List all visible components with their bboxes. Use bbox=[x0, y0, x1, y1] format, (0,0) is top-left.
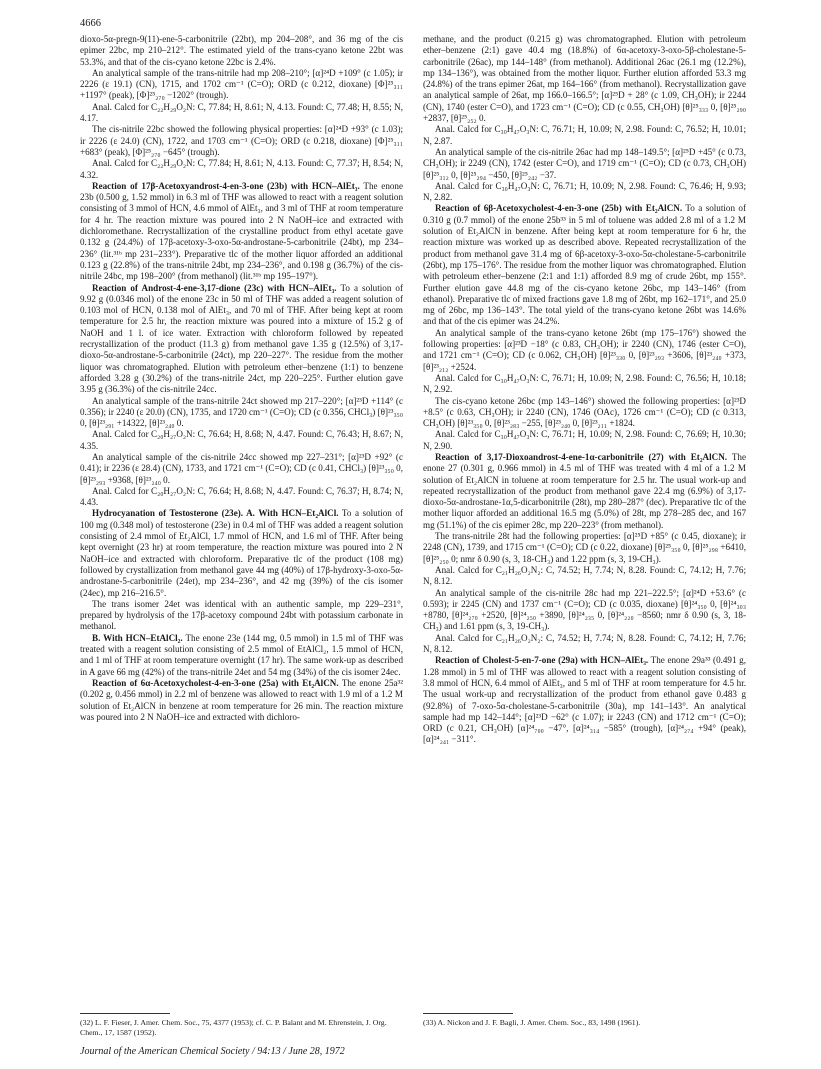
paragraph: An analytical sample of the trans-nitrile 24ct showed mp 217–220°; [α]²³D +114° (c 0.356); ir 2240 (ε 20.0) (CN), 1735, and 1720 cm⁻¹ (C=O); CD (c 0.356, CHCl₃) [θ]²³₃₅₀ 0, [θ]²³₂₉₁ +14322, [θ]²³₂₄₀ 0. bbox=[80, 395, 403, 429]
page-number: 4666 bbox=[80, 18, 101, 29]
paragraph: Anal. Calcd for C₂₂H₂₉O₂N: C, 77.84; H, 8.61; N, 4.13. Found: C, 77.48; H, 8.55; N, 4.17. bbox=[80, 101, 403, 124]
left-column bbox=[80, 34, 403, 746]
footnotes-left bbox=[80, 1018, 403, 1037]
footnote: (32) L. F. Fieser, J. Amer. Chem. Soc., 75, 4377 (1953); cf. C. P. Balant and M. Ehrenstein, J. Org. Chem., 17, 1587 (1952). bbox=[80, 1018, 387, 1037]
section-paragraph bbox=[423, 203, 746, 327]
paragraph: Anal. Calcd for C₂₀H₂₇O₂N: C, 76.64; H, 8.68; N, 4.47. Found: C, 76.43; H, 8.67; N, 4.35. bbox=[80, 429, 403, 451]
two-column-body bbox=[80, 34, 746, 746]
section-paragraph bbox=[80, 633, 403, 678]
paragraph: An analytical sample of the cis-nitrile 26ac had mp 148–149.5°; [α]²⁵D +45° (c 0.73, CH₃OH); ir 2249 (CN), 1742 (ester C=O), and 1719 cm⁻¹ (C=O); CD (c 0.73, CH₃OH) [θ]²⁵₃₁₂ 0, [θ]²⁵₂₉₄ −450, [θ]²⁵₂₄₂ −37. bbox=[423, 146, 746, 180]
footnote-rule-right bbox=[423, 1013, 513, 1014]
section-heading: Reaction of Cholest-5-en-7-one (29a) with HCN–AlEt₃. bbox=[435, 655, 649, 666]
section-heading: Reaction of 17β-Acetoxyandrost-4-en-3-one (23b) with HCN–AlEt₃. bbox=[92, 180, 360, 191]
paragraph: Anal. Calcd for C₂₂H₂₉O₂N: C, 77.84; H, 8.61; N, 4.13. Found: C, 77.37; H, 8.54; N, 4.32. bbox=[80, 158, 403, 180]
journal-footer: Journal of the American Chemical Society / 94:13 / June 28, 1972 bbox=[80, 1046, 345, 1057]
paragraph: Anal. Calcd for C₃₀H₄₇O₃N: C, 76.71; H, 10.09; N, 2.98. Found: C, 76.52; H, 10.01; N, 2.87. bbox=[423, 124, 746, 146]
paragraph-text: The enone 27 (0.301 g, 0.966 mmol) in 4.5 ml of THF was treated with 4 ml of a 1.2 M solution of Et₂AlCN in toluene at room temperature for 2.5 hr. The usual work-up and repeated recrystallization of the product from methanol gave 22.4 mg (6.9%) of 3,17-dioxo-5α-androstane-1α,5-dicarbonitrile (28t), mp 280–287° (dec). Preparative tlc of the mother liquor afforded an additional 16.5 mg (5.0%) of 28t, mp 278–285 dec, and 167 mg (51.1%) of the cis epimer 28c, mp 220–223° (from methanol). bbox=[423, 451, 747, 530]
section-heading: Reaction of 3,17-Dioxoandrost-4-ene-1α-carbonitrile (27) with Et₂AlCN. bbox=[435, 451, 728, 462]
section-heading: Reaction of 6β-Acetoxycholest-4-en-3-one (25b) with Et₂AlCN. bbox=[435, 203, 683, 214]
section-paragraph bbox=[80, 283, 403, 396]
paragraph: An analytical sample of the trans-cyano ketone 26bt (mp 175–176°) showed the following properties: [α]²³D −18° (c 0.83, CH₃OH); ir 2240 (CN), 1746 (ester C=O), and 1721 cm⁻¹ (C=O); CD (c 0.062, CH₃OH) [θ]²³₃₃₀ 0, [θ]²³₂₉₃ +3606, [θ]²³₂₄₀ +373, [θ]²³₂₁₂ +2524. bbox=[423, 327, 746, 372]
paragraph-text: The enone 23b (0.500 g, 1.52 mmol) in 6.3 ml of THF was allowed to react with a reagent solution consisting of 3 mmol of HCN, 4.6 mmol of AlEt₃, and 3 ml of THF at room temperature for 4 hr. The reaction mixture was poured into 2 N NaOH–ice and extracted with dichloromethane. Recrystallization of the crystalline product from ethyl acetate gave 0.132 g (24.4%) of 17β-acetoxy-3-oxo-5α-androstane-5-carbonitrile (24bt), mp 234–236° (lit.³¹ᵇ mp 231–233°). Preparative tlc of the mother liquor afforded an additional 0.123 g (22.8%) of the trans-nitrile 24bt, mp 234–236°, and 0.198 g (36.7%) of the cis-nitrile 24bc, mp 198–200° (from methanol) (lit.³¹ᵇ mp 195–197°). bbox=[80, 180, 403, 282]
paragraph: An analytical sample of the cis-nitrile 28c had mp 221–222.5°; [α]²⁴D +53.6° (c 0.593); ir 2245 (CN) and 1737 cm⁻¹ (C=O); CD (c 0.035, dioxane) [θ]²⁴₃₅₀ 0, [θ]²⁴₃₀₃ +8780, [θ]²⁴₂₇₀ +2520, [θ]²⁴₂₅₀ +3890, [θ]²⁴₂₃₅ 0, [θ]²⁴₂₂₀ −8560; nmr δ 0.90 (s, 3, 18-CH₃) and 1.61 ppm (s, 3, 19-CH₃). bbox=[423, 587, 746, 632]
paragraph: Anal. Calcd for C₂₁H₂₆O₂N₂: C, 74.52; H, 7.74; N, 8.28. Found: C, 74.12; H, 7.76; N, 8.12. bbox=[423, 632, 746, 655]
section-heading: Reaction of 6α-Acetoxycholest-4-en-3-one (25a) with Et₂AlCN. bbox=[92, 677, 339, 688]
paragraph: An analytical sample of the cis-nitrile 24cc showed mp 227–231°; [α]²³D +92° (c 0.41); ir 2236 (ε 28.4) (CN), 1733, and 1721 cm⁻¹ (C=O); CD (c 0.41, CHCl₃) [θ]²³₃₅₀ 0, [θ]²³₂₉₃ +9368, [θ]²³₂₄₀ 0. bbox=[80, 451, 403, 485]
paragraph-text: The enone 29a³³ (0.491 g, 1.28 mmol) in 5 ml of THF was allowed to react with a reagent solution consisting of 3.8 mmol of HCN, 6.4 mmol of AlEt₃, and 5 ml of THF at room temperature for 4.5 hr. The usual work-up and recrystallization of the product from ethanol gave 0.483 g (92.8%) of 7-oxo-5α-cholestane-5-carbonitrile (30a), mp 141–143°. An analytical sample had mp 142–144°; [α]²³D −62° (c 1.07); ir 2243 (CN) and 1712 cm⁻¹ (C=O); ORD (c 0.21, CH₃OH) [α]²⁴₇₀₀ −47°, [α]²⁴₃₁₄ −585° (trough), [α]²⁴₂₇₄ +94° (peak), [α]²⁴₂₄₁ −311°. bbox=[423, 655, 746, 745]
paragraph: Anal. Calcd for C₃₀H₄₇O₃N: C, 76.71; H, 10.09; N, 2.98. Found: C, 76.69; H, 10.30; N, 2.90. bbox=[423, 429, 746, 451]
section-paragraph bbox=[80, 678, 403, 723]
paragraph: The cis-nitrile 22bc showed the following physical properties: [α]²⁴D +93° (c 1.03); ir 2226 (ε 24.0) (CN), 1722, and 1703 cm⁻¹ (C=O); ORD (c 0.218, dioxane) [Φ]²⁵₃₁₁ +683° (peak), [Φ]²⁵₂₇₀ −645° (trough). bbox=[80, 124, 403, 157]
section-paragraph bbox=[80, 508, 403, 598]
paragraph: The trans isomer 24et was identical with an authentic sample, mp 229–231°, prepared by hydrolysis of the 17β-acetoxy compound 24bt with potassium carbonate in methanol. bbox=[80, 598, 403, 632]
paragraph: The trans-nitrile 28t had the following properties: [α]²⁵D +85° (c 0.45, dioxane); ir 2248 (CN), 1739, and 1715 cm⁻¹ (C=O); CD (c 0.22, dioxane) [θ]²⁵₃₅₀ 0, [θ]²⁵₂₉₈ +6410, [θ]²⁵₂₅₀ 0; nmr δ 0.90 (s, 3, 18-CH₃) and 1.22 ppm (s, 3, 19-CH₃). bbox=[423, 531, 746, 564]
footnote: (33) A. Nickon and J. F. Bagli, J. Amer. Chem. Soc., 83, 1498 (1961). bbox=[423, 1018, 641, 1027]
paragraph: methane, and the product (0.215 g) was chromatographed. Elution with petroleum ether–benzene (2:1) gave 40.4 mg (18.8%) of 6α-acetoxy-3-oxo-5β-cholestane-5-carbonitrile (26ac), mp 144–148° (from methanol). Additional 26ac (26.1 mg (12.2%), mp 134–136°), was obtained from the mother liquor. Further elution afforded 53.3 mg (24.8%) of the trans epimer 26at, mp 164–166° (from methanol). Recrystallization gave an analytical sample of 26at, mp 166.0–166.5°; [α]²⁵D + 28° (c 1.09, CH₃OH); ir 2244 (CN), 1740 (ester C=O), and 1723 cm⁻¹ (C=O); CD (c 0.55, CH₃OH) [θ]²⁵₃₃₃ 0, [θ]²⁵₂₉₀ +2837, [θ]²⁵₂₅₂ 0. bbox=[423, 34, 746, 124]
right-column bbox=[423, 34, 746, 746]
paragraph: Anal. Calcd for C₂₁H₂₆O₂N₂: C, 74.52; H, 7.74; N, 8.28. Found: C, 74.12; H, 7.76; N, 8.12. bbox=[423, 564, 746, 587]
paragraph: Anal. Calcd for C₂₀H₂₇O₂N: C, 76.64; H, 8.68; N, 4.47. Found: C, 76.37; H, 8.74; N, 4.43. bbox=[80, 485, 403, 508]
section-heading: Hydrocyanation of Testosterone (23e). A. With HCN–Et₂AlCl. bbox=[92, 508, 339, 519]
section-heading: B. With HCN–EtAlCl₂. bbox=[92, 632, 183, 643]
paragraph: Anal. Calcd for C₃₀H₄₇O₃N: C, 76.71; H, 10.09; N, 2.98. Found: C, 76.56; H, 10.18; N, 2.92. bbox=[423, 372, 746, 395]
footnote-rule-left bbox=[80, 1013, 170, 1014]
paragraph: The cis-cyano ketone 26bc (mp 143–146°) showed the following properties: [α]²³D +8.5° (c 0.63, CH₃OH); ir 2240 (CN), 1746 (OAc), 1726 cm⁻¹ (C=O); CD (c 0.313, CH₃OH) [θ]²³₃₅₀ 0, [θ]²³₂₈₃ −255, [θ]²³₂₄₀ 0, [θ]²³₂₁₁ +1824. bbox=[423, 395, 746, 429]
section-paragraph bbox=[80, 181, 403, 283]
footnotes-right bbox=[423, 1018, 746, 1028]
paragraph-text: The enone 25a³² (0.202 g, 0.456 mmol) in 2.2 ml of benzene was allowed to react with 1.9 ml of a 1.2 M solution of Et₂AlCN in benzene at room temperature for 26 min. The reaction mixture was poured into 2 N NaOH–ice and extracted with dichloro- bbox=[80, 677, 403, 722]
paragraph-text: To a solution of 9.92 g (0.0346 mol) of the enone 23c in 50 ml of THF was added a reagent solution of 0.103 mol of HCN, 0.138 mol of AlEt₃, and 70 ml of THF. After being kept at room temperature for 2.5 hr, the reaction mixture was poured into a mixture of 15.2 g of NaOH and 1 l. of ice water. Extraction with chloroform followed by repeated recrystallization of the product (11.3 g) from methanol gave 1.35 g (12.5%) of 3,17-dioxo-5α-androstane-5-carbonitrile (24ct), mp 220–227°. The residue from the mother liquor was chromatographed. Elution with petroleum ether–benzene (1:1) to benzene afforded 3.28 g (30.2%) of the trans-nitrile 24ct, mp 220–225°. Further elution gave 3.95 g (36.3%) of the cis-nitrile 24cc. bbox=[80, 282, 403, 395]
paragraph: dioxo-5α-pregn-9(11)-ene-5-carbonitrile (22bt), mp 204–208°, and 36 mg of the cis epimer 22bc, mp 210–212°. The estimated yield of the trans-cyano ketone 22bt was 53.3%, and that of the cis-cyano ketone 22bc is 2.4%. bbox=[80, 34, 403, 67]
paragraph-text: To a solution of 0.310 g (0.7 mmol) of the enone 25b³³ in 5 ml of toluene was added 2.8 ml of a 1.2 M solution of Et₂AlCN in benzene. After being kept at room temperature for 6 hr, the reaction mixture was worked up as described above. Repeated recrystallization of the product from methanol gave 31.4 mg of 6β-acetoxy-3-oxo-5α-cholestane-5-carbonitrile (26bt), mp 175–176°. The residue from the mother liquor was chromatographed. Elution with petroleum ether–benzene (2:1 and 1:1) afforded 8.9 mg of crude 26bt, mp 155°. Further elution gave 44.8 mg of the cis-cyano ketone 26bc, mp 143–146° (from ethanol). Preparative tlc of mixed fractions gave 1.8 mg of 26bt, mp 162–171°, and 25.0 mg of 26bc, mp 136–143°. The total yield of the trans-cyano ketone 26bt was 14.6% and that of the cis epimer was 24.2%. bbox=[423, 203, 746, 327]
paragraph-text: The enone 23e (144 mg, 0.5 mmol) in 1.5 ml of THF was treated with a reagent solution consisting of 2.5 mmol of EtAlCl₂, 1.5 mmol of HCN, and 1 ml of THF at room temperature overnight (17 hr). The same work-up as described in A gave 66 mg (42%) of the trans-nitrile 24et and 54 mg (34%) of the cis isomer 24ec. bbox=[80, 632, 403, 677]
paragraph: Anal. Calcd for C₃₀H₄₇O₃N: C, 76.71; H, 10.09; N, 2.98. Found: C, 76.46; H, 9.93; N, 2.82. bbox=[423, 180, 746, 203]
section-heading: Reaction of Androst-4-ene-3,17-dione (23c) with HCN–AlEt₃. bbox=[92, 282, 337, 293]
paragraph-text: To a solution of 100 mg (0.348 mol) of testosterone (23e) in 0.4 ml of THF was added a reagent solution consisting of 2.4 mmol of Et₂AlCl, 1.7 mmol of HCN, and 1.6 ml of THF. After being kept overnight (23 hr) at room temperature, the reaction mixture was poured into 2 N NaOH–ice and extracted with chloroform. Preparative tlc of the product (108 mg) followed by crystallization from methanol gave 44 mg (40%) of 17β-hydroxy-3-oxo-5α-androstane-5-carbonitrile (24et), mp 234–236°, and 42 mg (39%) of the cis isomer (24ec), mp 216–216.5°. bbox=[80, 508, 403, 598]
section-paragraph bbox=[423, 452, 746, 531]
section-paragraph bbox=[423, 655, 746, 745]
paragraph: An analytical sample of the trans-nitrile had mp 208–210°; [α]²⁴D +109° (c 1.05); ir 2226 (ε 19.1) (CN), 1715, and 1702 cm⁻¹ (C=O); ORD (c 0.212, dioxane) [Φ]²⁵₃₁₁ +1197° (peak), [Φ]²⁵₂₇₀ −1202° (trough). bbox=[80, 67, 403, 101]
